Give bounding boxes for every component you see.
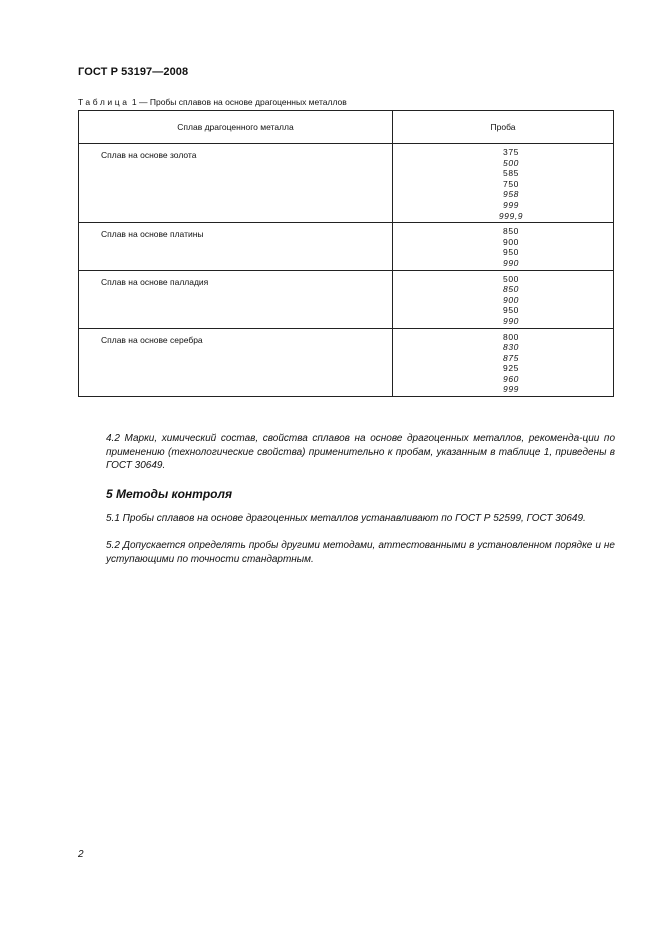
page-number: 2 <box>78 849 84 860</box>
alloy-name-cell: Сплав на основе платины <box>79 223 393 270</box>
assay-values-cell <box>393 144 614 223</box>
assay-value: 500 <box>503 273 519 284</box>
assay-value: 375 <box>503 147 519 157</box>
table-row <box>79 270 614 328</box>
section-5-title: 5 Методы контроля <box>106 487 233 501</box>
assay-value: 999,9 <box>498 210 524 221</box>
assay-value: 950 <box>503 305 519 316</box>
assay-value: 830 <box>503 342 519 353</box>
paragraph-5-1-text: 5.1 Пробы сплавов на основе драгоценных металлов устанавливают по ГОСТ Р 52599, ГОСТ 30649. <box>106 513 586 524</box>
table-caption-title: 1 — Пробы сплавов на основе драгоценных металлов <box>131 97 347 107</box>
assay-value: 900 <box>503 236 519 247</box>
table-caption <box>78 97 347 107</box>
document-header: ГОСТ Р 53197—2008 <box>78 66 189 78</box>
paragraph-4-2 <box>78 432 615 473</box>
assay-value: 585 <box>503 168 519 179</box>
paragraph-5-1 <box>78 512 615 526</box>
assay-value: 800 <box>503 331 519 342</box>
paragraph-5-2-text: 5.2 Допускается определять пробы другими методами, аттестованными в установленном порядке и не уступающими по точности стандартным. <box>106 540 615 565</box>
assay-value: 960 <box>503 373 519 384</box>
assay-value: 990 <box>503 315 519 326</box>
table-caption-word: Таблица <box>78 97 130 107</box>
table-header-row <box>79 111 614 144</box>
assay-values-cell <box>393 270 614 328</box>
table-row <box>79 223 614 270</box>
assay-table <box>78 110 614 397</box>
assay-value: 958 <box>503 189 519 200</box>
table-row <box>79 328 614 397</box>
table-row <box>79 144 614 223</box>
assay-values-cell <box>393 223 614 270</box>
assay-values-cell <box>393 328 614 397</box>
alloy-name-cell: Сплав на основе палладия <box>79 270 393 328</box>
column-header-alloy: Сплав драгоценного металла <box>79 111 393 144</box>
assay-value: 900 <box>503 294 519 305</box>
assay-value: 850 <box>503 226 519 237</box>
assay-value: 500 <box>503 157 519 168</box>
assay-value: 950 <box>503 247 519 258</box>
assay-value: 850 <box>503 284 519 295</box>
assay-value: 925 <box>503 363 519 374</box>
alloy-name-cell: Сплав на основе серебра <box>79 328 393 397</box>
assay-value: 990 <box>503 257 519 268</box>
assay-value: 999 <box>503 384 519 395</box>
paragraph-4-2-text: 4.2 Марки, химический состав, свойства сплавов на основе драгоценных металлов, рекоменда-ции по применению (технологические свойства) применительно к пробам, указанным в таблице 1, приведены в ГОСТ 30649. <box>106 433 615 471</box>
column-header-assay: Проба <box>393 111 614 144</box>
assay-value: 999 <box>503 199 519 210</box>
assay-value: 875 <box>503 352 519 363</box>
assay-value: 750 <box>503 178 519 189</box>
paragraph-5-2 <box>78 539 615 566</box>
alloy-name-cell: Сплав на основе золота <box>79 144 393 223</box>
